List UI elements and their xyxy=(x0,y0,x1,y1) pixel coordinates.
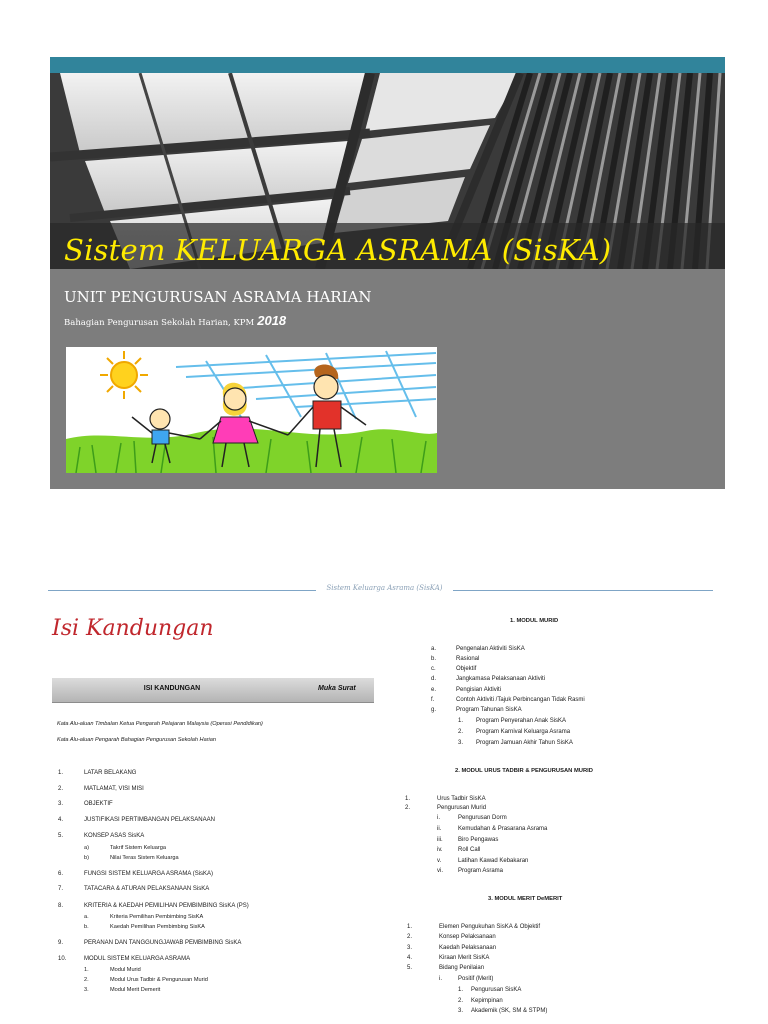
module-item: Contoh Aktiviti /Tajuk Perbincangan Tidak Rasmi xyxy=(456,697,585,703)
module-num: a. xyxy=(431,646,437,652)
toc-item: OBJEKTIF xyxy=(84,801,113,807)
module-item: Kaedah Pelaksanaan xyxy=(439,945,497,951)
module-subitem: Program Karnival Keluarga Asrama xyxy=(476,729,571,735)
toc-subnum: a) xyxy=(84,845,89,851)
module-item: Elemen Pengukuhan SisKA & Objektif xyxy=(439,924,541,930)
family-drawing-image xyxy=(66,347,437,473)
toc-subnum: a. xyxy=(84,914,89,920)
module-subnum: iv. xyxy=(437,847,443,853)
toc-header-page: Muka Surat xyxy=(318,685,356,692)
module-subnum: 1. xyxy=(458,987,464,993)
module-subnum: 3. xyxy=(458,1008,464,1014)
toc-num: 2. xyxy=(58,786,64,792)
toc-subitem: Nilai Teras Sistem Keluarga xyxy=(110,855,179,861)
module-subnum: i. xyxy=(439,976,442,982)
module-item: Kiraan Merit SisKA xyxy=(439,955,490,961)
running-header: Sistem Keluarga Asrama (SisKA) xyxy=(326,584,443,592)
cover-title: Sistem KELUARGA ASRAMA (SisKA) xyxy=(64,233,612,267)
module-subitem: Biro Pengawas xyxy=(458,837,499,843)
module-num: 5. xyxy=(407,965,413,971)
intro-line: Kata Alu-aluan Pengarah Bahagian Pengurusan Sekolah Harian xyxy=(57,737,217,743)
module-item: Jangkamasa Pelaksanaan Aktiviti xyxy=(456,676,546,682)
module-subnum: i. xyxy=(437,815,440,821)
module-num: 1. xyxy=(407,924,413,930)
cover-year: 2018 xyxy=(257,313,287,328)
cover-subtitle xyxy=(64,313,286,328)
toc-subnum: 1. xyxy=(84,967,89,973)
toc-subitem: Takrif Sistem Keluarga xyxy=(110,845,166,851)
module-subnum: vi. xyxy=(437,868,443,874)
module-item: Konsep Pelaksanaan xyxy=(439,934,496,940)
module-subnum: 2. xyxy=(458,998,464,1004)
module-num: e. xyxy=(431,687,437,693)
toc-num: 10. xyxy=(58,956,67,962)
module-title: 3. MODUL MERIT DeMERIT xyxy=(488,896,563,902)
module-num: c. xyxy=(431,666,436,672)
module-num: b. xyxy=(431,656,437,662)
module-item: Urus Tadbir SisKA xyxy=(437,796,486,802)
toc-item: MODUL SISTEM KELUARGA ASRAMA xyxy=(84,956,191,962)
module-subitem: Kemudahan & Prasarana Asrama xyxy=(458,826,548,832)
module-num: f. xyxy=(431,697,435,703)
module-subitem: Pengurusan SisKA xyxy=(471,987,522,993)
toc-num: 3. xyxy=(58,801,64,807)
module-num: d. xyxy=(431,676,437,682)
toc-header-label: ISI KANDUNGAN xyxy=(143,685,201,692)
module-subitem: Pengurusan Dorm xyxy=(458,815,507,821)
toc-item: MATLAMAT, VISI MISI xyxy=(84,786,144,792)
toc-subitem: Modul Murid xyxy=(110,967,141,973)
module-num: 4. xyxy=(407,955,413,961)
toc-num: 4. xyxy=(58,817,64,823)
module-num: 3. xyxy=(407,945,413,951)
module-subnum: 3. xyxy=(458,740,464,746)
module-num: 1. xyxy=(405,796,411,802)
module-subnum: ii. xyxy=(437,826,442,832)
header-rule-left xyxy=(48,590,316,591)
cover-top-bar xyxy=(50,57,725,73)
toc-item: LATAR BELAKANG xyxy=(84,770,137,776)
toc-subitem: Modul Merit Demerit xyxy=(110,987,161,993)
toc-subnum: b. xyxy=(84,924,89,930)
module-num: 2. xyxy=(407,934,413,940)
toc-num: 9. xyxy=(58,940,64,946)
toc-num: 5. xyxy=(58,833,64,839)
module-title: 1. MODUL MURID xyxy=(510,618,559,624)
module-item: Bidang Penilaian xyxy=(439,965,485,971)
toc-num: 6. xyxy=(58,871,64,877)
intro-line: Kata Alu-aluan Timbalan Ketua Pengarah Pelajaran Malaysia (Operasi Pendidikan) xyxy=(57,721,263,727)
module-item: Pengurusan Murid xyxy=(437,805,487,811)
toc-item: TATACARA & ATURAN PELAKSANAAN SisKA xyxy=(84,886,210,892)
module-title: 2. MODUL URUS TADBIR & PENGURUSAN MURID xyxy=(455,768,593,774)
toc-num: 8. xyxy=(58,903,64,909)
module-subitem: Program Asrama xyxy=(458,868,504,874)
module-subitem: Kepimpinan xyxy=(471,998,503,1004)
toc-item: FUNGSI SISTEM KELUARGA ASRAMA (SisKA) xyxy=(84,871,214,877)
module-item: Objektif xyxy=(456,666,477,672)
module-subnum: iii. xyxy=(437,837,443,843)
toc-item: KRITERIA & KAEDAH PEMILIHAN PEMBIMBING SisKA (PS) xyxy=(84,903,249,909)
module-subnum: 1. xyxy=(458,718,464,724)
module-item: Pengisian Aktiviti xyxy=(456,687,502,693)
toc-item: JUSTIFIKASI PERTIMBANGAN PELAKSANAAN xyxy=(84,817,215,823)
toc-subitem: Kriteria Pemilihan Pembimbing SisKA xyxy=(110,914,204,920)
module-subnum: 2. xyxy=(458,729,464,735)
module-subitem: Positif (Merit) xyxy=(458,976,494,982)
module-num: g. xyxy=(431,707,437,713)
toc-item: KONSEP ASAS SisKA xyxy=(84,833,145,839)
toc-subitem: Kaedah Pemilihan Pembimbing SisKA xyxy=(110,924,205,930)
module-num: 2. xyxy=(405,805,411,811)
module-subitem: Akademik (SK, SM & STPM) xyxy=(471,1008,548,1014)
toc-subnum: 3. xyxy=(84,987,89,993)
module-item: Pengenalan Aktiviti SisKA xyxy=(456,646,525,652)
cover-panel xyxy=(50,57,725,489)
module-item: Rasional xyxy=(456,656,480,662)
toc-subnum: 2. xyxy=(84,977,89,983)
toc-item: PERANAN DAN TANGGUNGJAWAB PEMBIMBING SisKA xyxy=(84,940,242,946)
toc-heading: Isi Kandungan xyxy=(52,616,214,641)
header-rule-right xyxy=(453,590,713,591)
cover-unit-name: UNIT PENGURUSAN ASRAMA HARIAN xyxy=(64,288,372,306)
toc-num: 1. xyxy=(58,770,64,776)
module-subnum: v. xyxy=(437,858,442,864)
cover-division: Bahagian Pengurusan Sekolah Harian, KPM xyxy=(64,318,255,328)
toc-num: 7. xyxy=(58,886,64,892)
module-subitem: Program Penyerahan Anak SisKA xyxy=(476,718,567,724)
module-subitem: Program Jamuan Akhir Tahun SisKA xyxy=(476,740,573,746)
toc-subitem: Modul Urus Tadbir & Pengurusan Murid xyxy=(110,977,208,983)
module-subitem: Latihan Kawad Kebakaran xyxy=(458,858,529,864)
toc-subnum: b) xyxy=(84,855,89,861)
toc-table-header xyxy=(52,678,374,703)
module-item: Program Tahunan SisKA xyxy=(456,707,522,713)
module-subitem: Roll Call xyxy=(458,847,481,853)
